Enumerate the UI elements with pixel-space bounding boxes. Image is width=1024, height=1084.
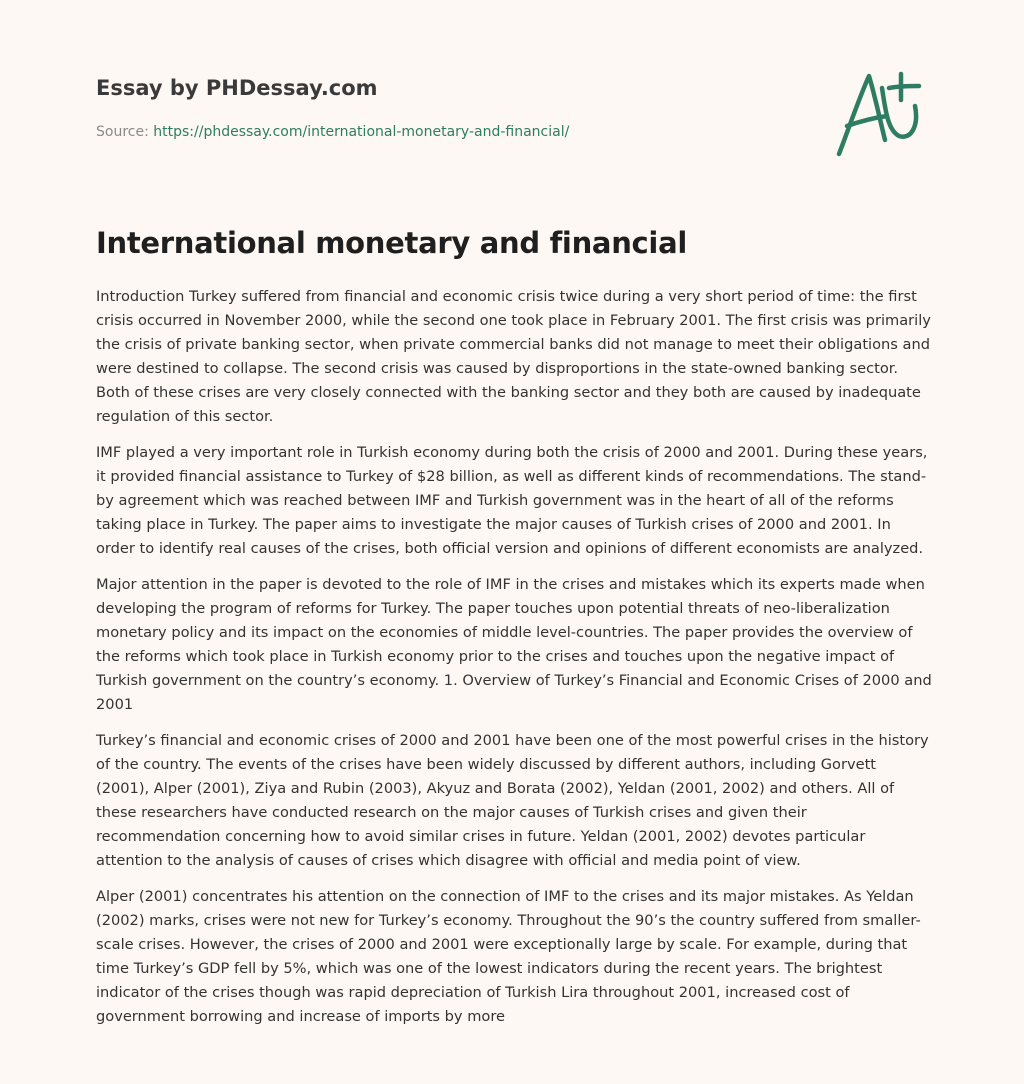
paragraph: Turkey’s financial and economic crises of 2000 and 2001 have been one of the most powerful crises in the history of the country. The events of the crises have been widely discussed by different authors, including Gorvett (2001), Alper (2001), Ziya and Rubin (2003), Akyuz and Borata (2002), Yeldan (2001, 2002) and others. All of these researchers have conducted research on the major causes of Turkish crises and given their recommendation concerning how to avoid similar crises in future. Yeldan (2001, 2002) devotes particular attention to the analysis of causes of crises which disagree with official and media point of view. — [96, 732, 929, 869]
paragraph: Introduction Turkey suffered from financial and economic crisis twice during a very short period of time: the first crisis occurred in November 2000, while the second one took place in February 2001. The first crisis was primarily the crisis of private banking sector, when private commercial banks did not manage to meet their obligations and were destined to collapse. The second crisis was caused by disproportions in the state-owned banking sector. Both of these crises are very closely connected with the banking sector and they both are caused by inadequate regulation of this sector. — [96, 288, 931, 425]
brand-title: Essay by PHDessay.com — [96, 76, 378, 100]
source-label: Source: — [96, 124, 154, 140]
paragraph: Alper (2001) concentrates his attention on the connection of IMF to the crises and its major mistakes. As Yeldan (2002) marks, crises were not new for Turkey’s economy. Throughout the 90’s the country suffered from smaller-scale crises. However, the crises of 2000 and 2001 were exceptionally large by scale. For example, during that time Turkey’s GDP fell by 5%, which was one of the lowest indicators during the recent years. The brightest indicator of the crises though was rapid depreciation of Turkish Lira throughout 2001, increased cost of government borrowing and increase of imports by more — [96, 888, 921, 1025]
paragraph: IMF played a very important role in Turkish economy during both the crisis of 2000 and 2001. During these years, it provided financial assistance to Turkey of $28 billion, as well as different kinds of recommendations. The stand-by agreement which was reached between IMF and Turkish government was in the heart of all of the reforms taking place in Turkey. The paper aims to investigate the major causes of Turkish crises of 2000 and 2001. In order to identify real causes of the crises, both official version and opinions of different economists are analyzed. — [96, 444, 928, 557]
page-header — [96, 0, 928, 200]
essay-title: International monetary and financial — [96, 226, 687, 260]
source-line — [96, 124, 569, 140]
paragraph: Major attention in the paper is devoted to the role of IMF in the crises and mistakes which its experts made when developing the program of reforms for Turkey. The paper touches upon potential threats of neo-liberalization monetary policy and its impact on the economies of middle level-countries. The paper provides the overview of the reforms which took place in Turkish economy prior to the crises and touches upon the negative impact of Turkish government on the country’s economy. 1. Overview of Turkey’s Financial and Economic Crises of 2000 and 2001 — [96, 576, 932, 713]
source-link[interactable]: https://phdessay.com/international-monetary-and-financial/ — [153, 124, 570, 140]
a-plus-logo-icon — [827, 66, 931, 166]
essay-body — [96, 285, 932, 1041]
